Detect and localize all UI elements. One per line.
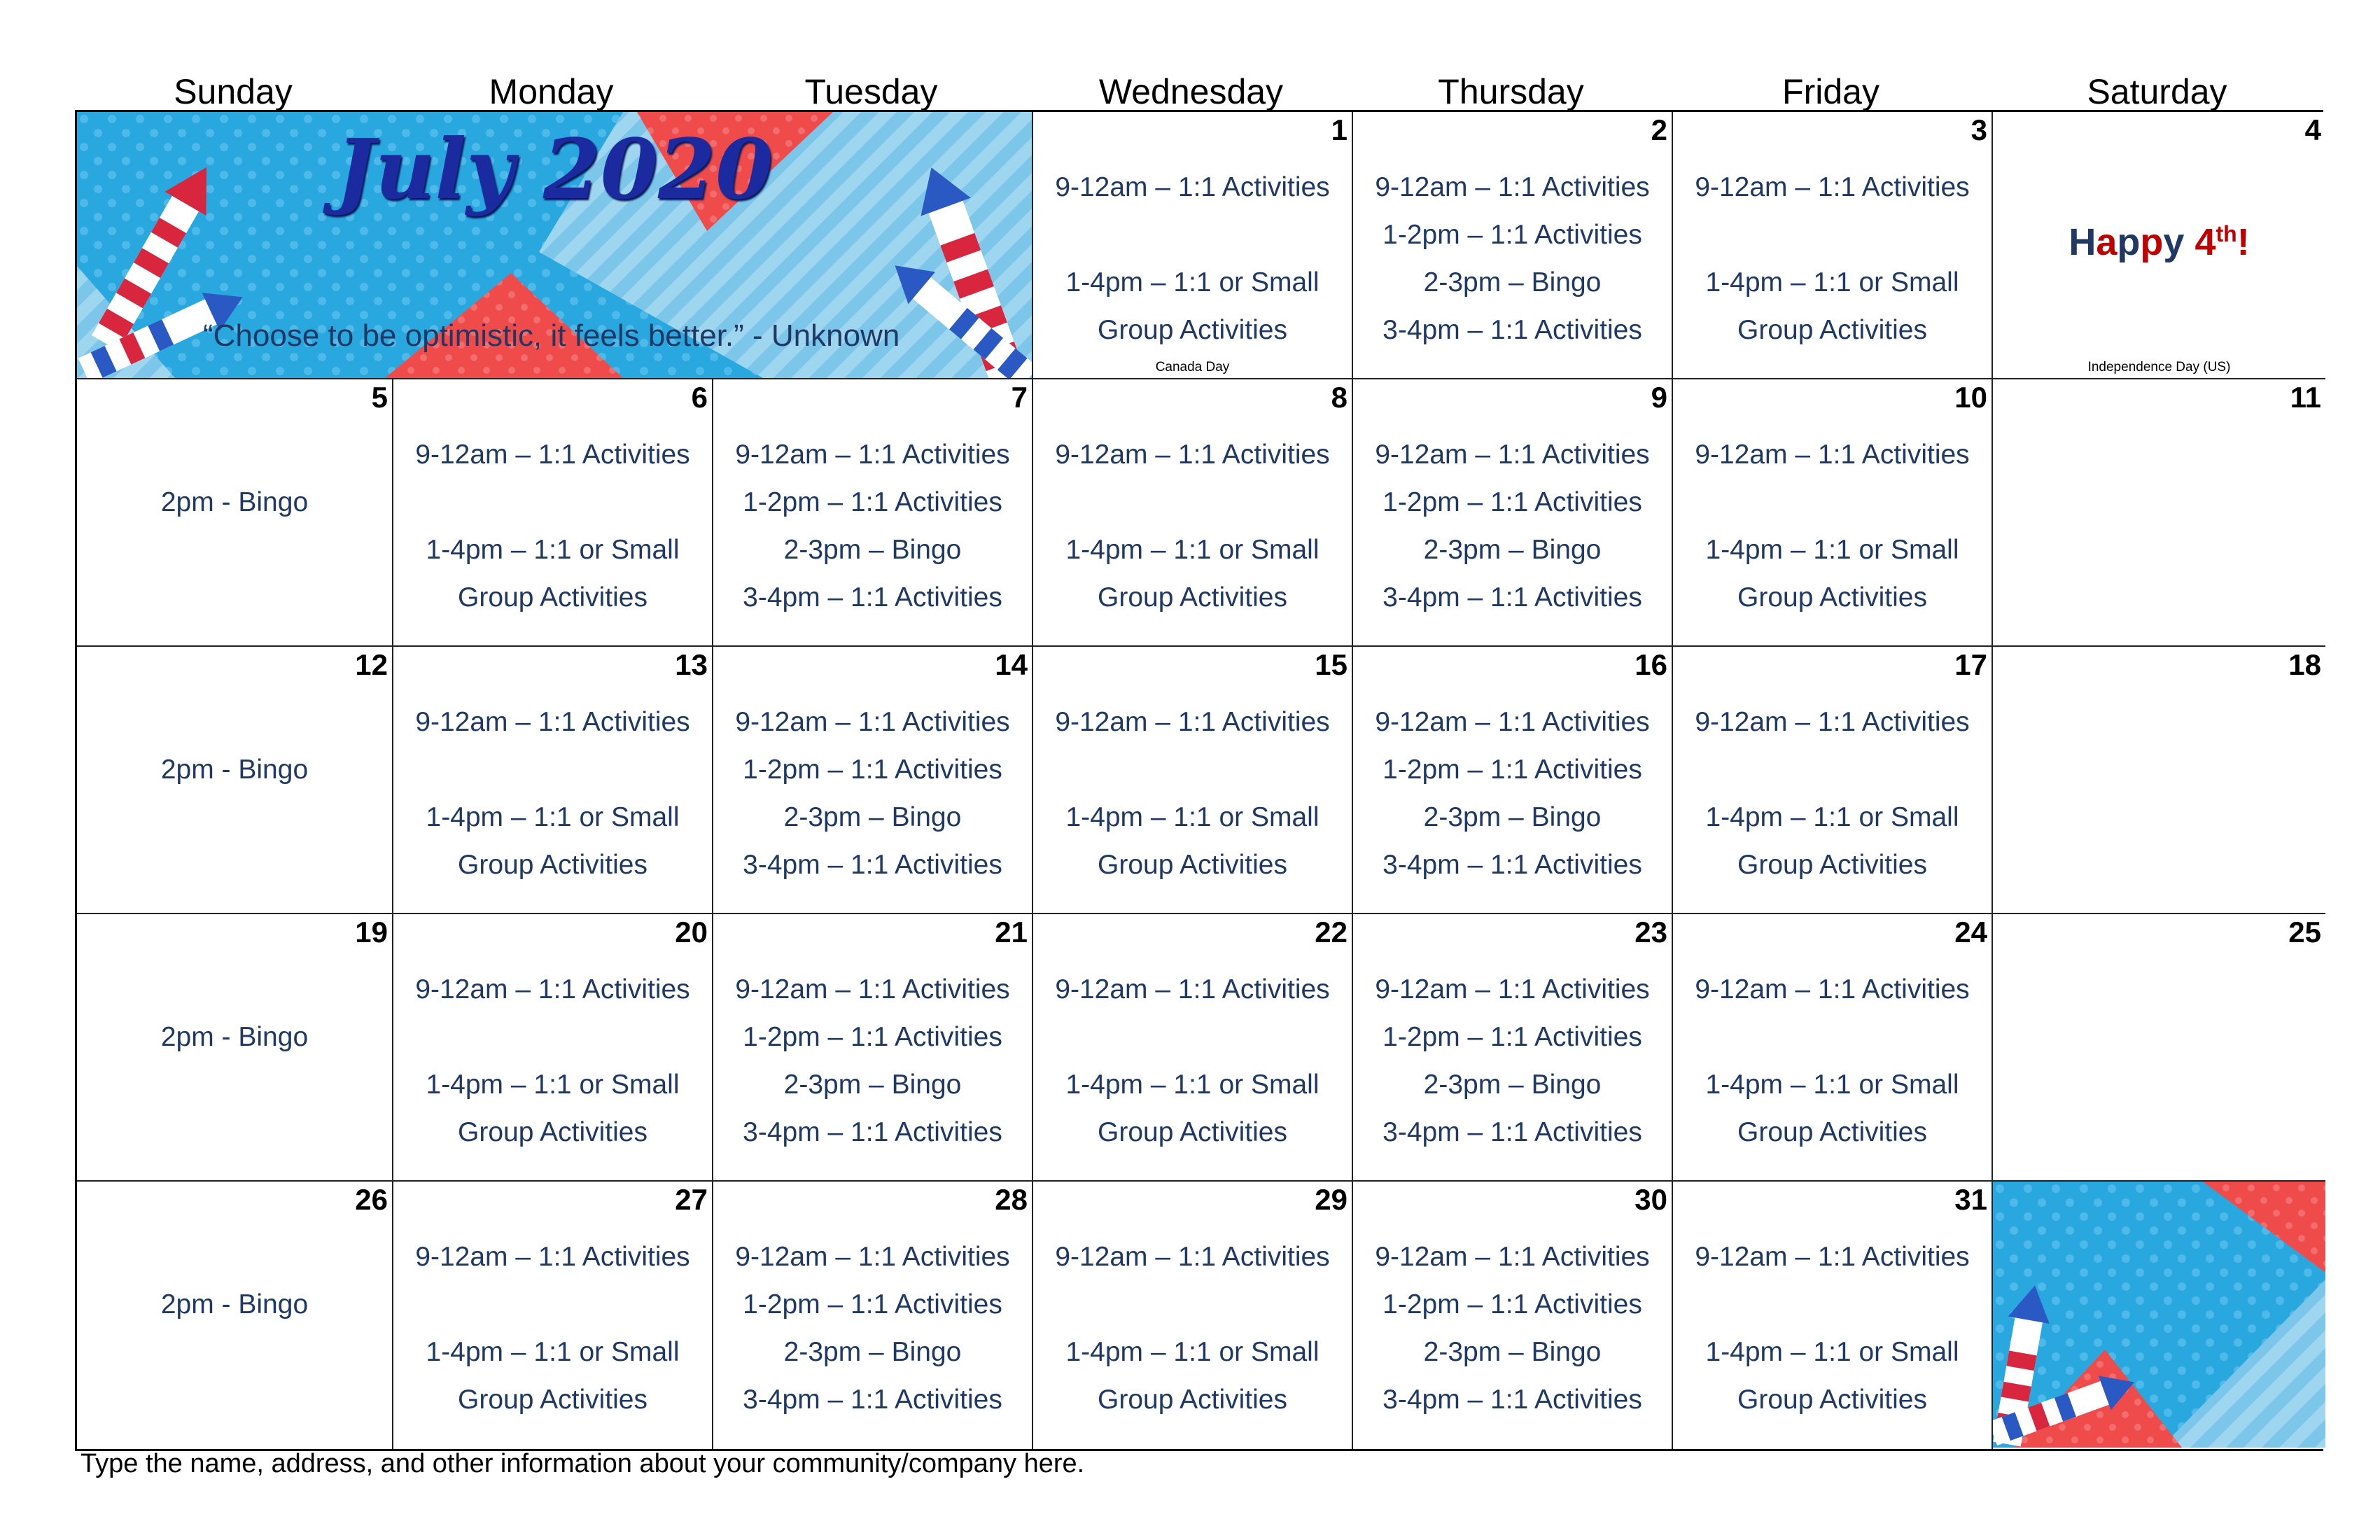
day-cell-14	[713, 647, 1033, 914]
event-line	[1033, 746, 1352, 794]
event-line: 9-12am – 1:1 Activities	[1695, 974, 1970, 1004]
day-cell-6	[393, 379, 713, 647]
event-line	[393, 1014, 712, 1061]
event-line: 9-12am – 1:1 Activities	[1375, 172, 1650, 202]
day-number: 26	[355, 1183, 388, 1216]
day-number: 1	[1331, 113, 1348, 146]
event-list	[393, 966, 712, 1156]
event-line: Group Activities	[458, 1117, 648, 1147]
day-cell-3	[1673, 112, 1993, 379]
event-line	[77, 1376, 392, 1424]
event-line: 1-2pm – 1:1 Activities	[1382, 487, 1642, 517]
event-line	[77, 794, 392, 841]
happy-fourth-greeting	[1993, 220, 2325, 264]
event-line: 2pm - Bingo	[160, 1289, 309, 1320]
month-title: July 2020	[335, 120, 774, 218]
day-cell-9	[1353, 379, 1673, 647]
event-line	[77, 1329, 392, 1376]
event-list	[393, 699, 712, 889]
event-line: 9-12am – 1:1 Activities	[1695, 440, 1970, 470]
day-cell-28	[713, 1182, 1033, 1449]
event-line	[1033, 1281, 1352, 1329]
day-number: 14	[995, 648, 1028, 681]
day-cell-16	[1353, 647, 1673, 914]
day-number: 18	[2288, 648, 2321, 681]
event-line: 3-4pm – 1:1 Activities	[743, 1385, 1002, 1415]
day-number: 10	[1954, 381, 1987, 414]
day-number: 2	[1651, 113, 1667, 146]
event-line: 2-3pm – Bingo	[783, 1337, 962, 1367]
event-line: 9-12am – 1:1 Activities	[415, 707, 690, 737]
event-list	[1673, 1233, 1991, 1424]
event-line: 9-12am – 1:1 Activities	[1695, 707, 1970, 737]
day-number: 5	[371, 381, 388, 414]
event-list	[1673, 966, 1991, 1156]
corner-decoration	[1993, 1182, 2325, 1449]
event-list	[1033, 699, 1352, 889]
event-line: 1-4pm – 1:1 or Small	[1705, 802, 1959, 832]
holiday-label: Canada Day	[1155, 360, 1230, 374]
day-number: 15	[1315, 648, 1348, 681]
event-line: 9-12am – 1:1 Activities	[1375, 1242, 1650, 1272]
event-line: 1-4pm – 1:1 or Small	[1065, 802, 1320, 832]
event-line: 1-4pm – 1:1 or Small	[1705, 1070, 1959, 1100]
day-cell-27	[393, 1182, 713, 1449]
day-cell-7	[713, 379, 1033, 647]
day-cell-30	[1353, 1182, 1673, 1449]
event-line: 1-2pm – 1:1 Activities	[1382, 1289, 1642, 1320]
day-cell-26	[77, 1182, 393, 1449]
event-line	[77, 699, 392, 746]
event-line: Group Activities	[1737, 582, 1927, 612]
day-number: 6	[691, 381, 708, 414]
event-line	[393, 1281, 712, 1329]
event-line: 1-4pm – 1:1 or Small	[1705, 267, 1959, 298]
day-number: 16	[1634, 648, 1667, 681]
calendar-grid	[75, 110, 2323, 1451]
event-line: Group Activities	[458, 1385, 648, 1415]
event-line: Group Activities	[458, 850, 648, 880]
event-line: 9-12am – 1:1 Activities	[415, 1242, 690, 1272]
event-line: 3-4pm – 1:1 Activities	[1382, 850, 1642, 880]
event-line: 1-4pm – 1:1 or Small	[1065, 1070, 1320, 1100]
event-line: Group Activities	[1098, 850, 1287, 880]
day-cell-1	[1033, 112, 1353, 379]
event-list	[1353, 431, 1672, 622]
event-list	[77, 699, 392, 889]
day-cell-8	[1033, 379, 1353, 647]
day-name-saturday: Saturday	[2087, 72, 2227, 111]
event-line: 9-12am – 1:1 Activities	[1055, 1242, 1330, 1272]
day-number: 11	[2290, 381, 2321, 414]
event-line	[77, 1109, 392, 1156]
event-line	[1673, 1014, 1991, 1061]
day-cell-25	[1993, 914, 2325, 1182]
event-list	[1673, 164, 1991, 354]
day-cell-22	[1033, 914, 1353, 1182]
event-line: Group Activities	[1098, 582, 1287, 612]
fireworks-corner-art	[1993, 1182, 2325, 1448]
event-list	[77, 431, 392, 622]
event-line: 2pm - Bingo	[160, 487, 309, 517]
event-line: 9-12am – 1:1 Activities	[415, 974, 690, 1004]
event-list	[393, 1233, 712, 1424]
day-number: 29	[1315, 1183, 1348, 1216]
event-line: Group Activities	[458, 582, 648, 612]
event-line: 1-4pm – 1:1 or Small	[1065, 535, 1320, 565]
event-line: 9-12am – 1:1 Activities	[1055, 707, 1330, 737]
happy-prefix: Happy 4	[2068, 221, 2216, 263]
event-line: 1-4pm – 1:1 or Small	[426, 802, 680, 832]
event-line	[77, 966, 392, 1014]
event-line: Group Activities	[1737, 1117, 1927, 1147]
event-list	[713, 431, 1032, 622]
event-list	[1353, 699, 1672, 889]
event-line: 9-12am – 1:1 Activities	[735, 707, 1010, 737]
day-cell-15	[1033, 647, 1353, 914]
day-name-tuesday: Tuesday	[804, 72, 938, 111]
event-line	[1033, 1014, 1352, 1061]
day-cell-20	[393, 914, 713, 1182]
event-line: 9-12am – 1:1 Activities	[1055, 974, 1330, 1004]
event-line: 9-12am – 1:1 Activities	[735, 974, 1010, 1004]
event-line: Group Activities	[1737, 850, 1927, 880]
day-number: 22	[1315, 916, 1348, 948]
event-line: 2-3pm – Bingo	[1423, 267, 1602, 298]
event-line	[1673, 479, 1991, 526]
event-line	[77, 841, 392, 889]
event-line: 1-4pm – 1:1 or Small	[426, 1070, 680, 1100]
event-list	[1353, 966, 1672, 1156]
day-cell-4	[1993, 112, 2325, 379]
event-line: 2-3pm – Bingo	[783, 535, 962, 565]
event-line	[1673, 211, 1991, 259]
day-cell-21	[713, 914, 1033, 1182]
event-line: 9-12am – 1:1 Activities	[1055, 440, 1330, 470]
event-list	[1033, 966, 1352, 1156]
event-line: 1-2pm – 1:1 Activities	[1382, 220, 1642, 250]
day-cell-11	[1993, 379, 2325, 647]
banner-quote: “Choose to be optimistic, it feels better.” - Unknown	[203, 318, 900, 353]
event-line: 1-4pm – 1:1 or Small	[1065, 1337, 1320, 1367]
event-list	[1353, 1233, 1672, 1424]
event-list	[1673, 699, 1991, 889]
event-line: 1-4pm – 1:1 or Small	[426, 1337, 680, 1367]
day-number: 23	[1634, 916, 1667, 948]
event-list	[1673, 431, 1991, 622]
event-line: 9-12am – 1:1 Activities	[415, 440, 690, 470]
day-number: 25	[2288, 916, 2321, 948]
event-line: 9-12am – 1:1 Activities	[1695, 1242, 1970, 1272]
event-line	[393, 746, 712, 794]
day-number: 7	[1011, 381, 1028, 414]
calendar	[75, 66, 2323, 1451]
event-line: 1-2pm – 1:1 Activities	[743, 1022, 1002, 1052]
event-line: Group Activities	[1737, 315, 1927, 345]
event-line: 3-4pm – 1:1 Activities	[1382, 582, 1642, 612]
event-line	[1673, 746, 1991, 794]
event-line	[1033, 479, 1352, 526]
day-name-header-row	[75, 66, 2323, 110]
event-line: 2pm - Bingo	[160, 755, 309, 785]
event-line	[77, 431, 392, 479]
event-line: 9-12am – 1:1 Activities	[1375, 974, 1650, 1004]
event-list	[1033, 431, 1352, 622]
event-line: 1-2pm – 1:1 Activities	[1382, 1022, 1642, 1052]
day-number: 13	[675, 648, 708, 681]
day-number: 31	[1954, 1183, 1987, 1216]
event-line: Group Activities	[1098, 1117, 1287, 1147]
event-line: Group Activities	[1098, 315, 1287, 345]
event-line: Group Activities	[1737, 1385, 1927, 1415]
day-name-wednesday: Wednesday	[1098, 72, 1284, 111]
event-line: 3-4pm – 1:1 Activities	[743, 582, 1002, 612]
day-cell-18	[1993, 647, 2325, 914]
event-line: 3-4pm – 1:1 Activities	[1382, 1117, 1642, 1147]
day-number: 21	[995, 916, 1028, 948]
event-line: 3-4pm – 1:1 Activities	[743, 1117, 1002, 1147]
day-cell-5	[77, 379, 393, 647]
month-banner	[77, 112, 1033, 379]
event-line: 1-2pm – 1:1 Activities	[743, 755, 1002, 785]
event-list	[713, 966, 1032, 1156]
event-list	[713, 699, 1032, 889]
day-cell-23	[1353, 914, 1673, 1182]
event-line: Group Activities	[1098, 1385, 1287, 1415]
event-line: 9-12am – 1:1 Activities	[735, 1242, 1010, 1272]
event-list	[1353, 164, 1672, 354]
day-number: 27	[675, 1183, 708, 1216]
event-line: 1-2pm – 1:1 Activities	[743, 1289, 1002, 1320]
day-number: 3	[1970, 113, 1987, 146]
day-cell-10	[1673, 379, 1993, 647]
event-line: 1-4pm – 1:1 or Small	[1705, 1337, 1959, 1367]
event-line	[393, 479, 712, 526]
event-line	[77, 1061, 392, 1109]
event-line: 2-3pm – Bingo	[783, 802, 962, 832]
event-line: 2-3pm – Bingo	[1423, 802, 1602, 832]
day-number: 19	[355, 916, 388, 948]
event-line: 3-4pm – 1:1 Activities	[743, 850, 1002, 880]
event-line: 3-4pm – 1:1 Activities	[1382, 1385, 1642, 1415]
day-name-thursday: Thursday	[1438, 72, 1584, 111]
day-name-sunday: Sunday	[174, 72, 293, 111]
event-list	[77, 1233, 392, 1424]
event-line: 2-3pm – Bingo	[1423, 1337, 1602, 1367]
day-number: 12	[355, 648, 388, 681]
event-line	[1033, 211, 1352, 259]
footer-info: Type the name, address, and other information about your community/company here.	[80, 1449, 1085, 1478]
event-line	[77, 526, 392, 574]
day-cell-24	[1673, 914, 1993, 1182]
event-list	[77, 966, 392, 1156]
day-cell-2	[1353, 112, 1673, 379]
event-line: 2-3pm – Bingo	[1423, 535, 1602, 565]
event-line: 9-12am – 1:1 Activities	[735, 440, 1010, 470]
day-name-monday: Monday	[489, 72, 614, 111]
day-name-friday: Friday	[1782, 72, 1879, 111]
event-line: 9-12am – 1:1 Activities	[1375, 707, 1650, 737]
day-cell-29	[1033, 1182, 1353, 1449]
event-list	[713, 1233, 1032, 1424]
day-cell-12	[77, 647, 393, 914]
event-line	[1673, 1281, 1991, 1329]
event-line: 2-3pm – Bingo	[783, 1070, 962, 1100]
event-line: 1-2pm – 1:1 Activities	[743, 487, 1002, 517]
event-list	[393, 431, 712, 622]
day-cell-13	[393, 647, 713, 914]
event-line	[77, 574, 392, 622]
day-number: 28	[995, 1183, 1028, 1216]
day-number: 20	[675, 916, 708, 948]
day-number: 8	[1331, 381, 1348, 414]
event-line	[77, 1233, 392, 1281]
happy-suffix: !	[2236, 221, 2250, 263]
event-list	[1033, 1233, 1352, 1424]
event-line: 9-12am – 1:1 Activities	[1055, 172, 1330, 202]
day-number: 4	[2304, 113, 2321, 146]
event-line: 9-12am – 1:1 Activities	[1695, 172, 1970, 202]
holiday-label: Independence Day (US)	[2087, 360, 2231, 374]
event-line: 3-4pm – 1:1 Activities	[1382, 315, 1642, 345]
event-line: 1-4pm – 1:1 or Small	[1065, 267, 1320, 298]
event-line: 1-4pm – 1:1 or Small	[426, 535, 680, 565]
day-cell-19	[77, 914, 393, 1182]
event-line: 2-3pm – Bingo	[1423, 1070, 1602, 1100]
day-number: 24	[1954, 916, 1987, 948]
happy-sup: th	[2216, 221, 2237, 246]
day-number: 17	[1954, 648, 1987, 681]
event-line: 2pm - Bingo	[160, 1022, 309, 1052]
event-line: 1-4pm – 1:1 or Small	[1705, 535, 1959, 565]
day-number: 9	[1651, 381, 1667, 414]
event-list	[1033, 164, 1352, 354]
day-cell-31	[1673, 1182, 1993, 1449]
event-line: 1-2pm – 1:1 Activities	[1382, 755, 1642, 785]
day-number: 30	[1634, 1183, 1667, 1216]
day-cell-17	[1673, 647, 1993, 914]
event-line: 9-12am – 1:1 Activities	[1375, 440, 1650, 470]
